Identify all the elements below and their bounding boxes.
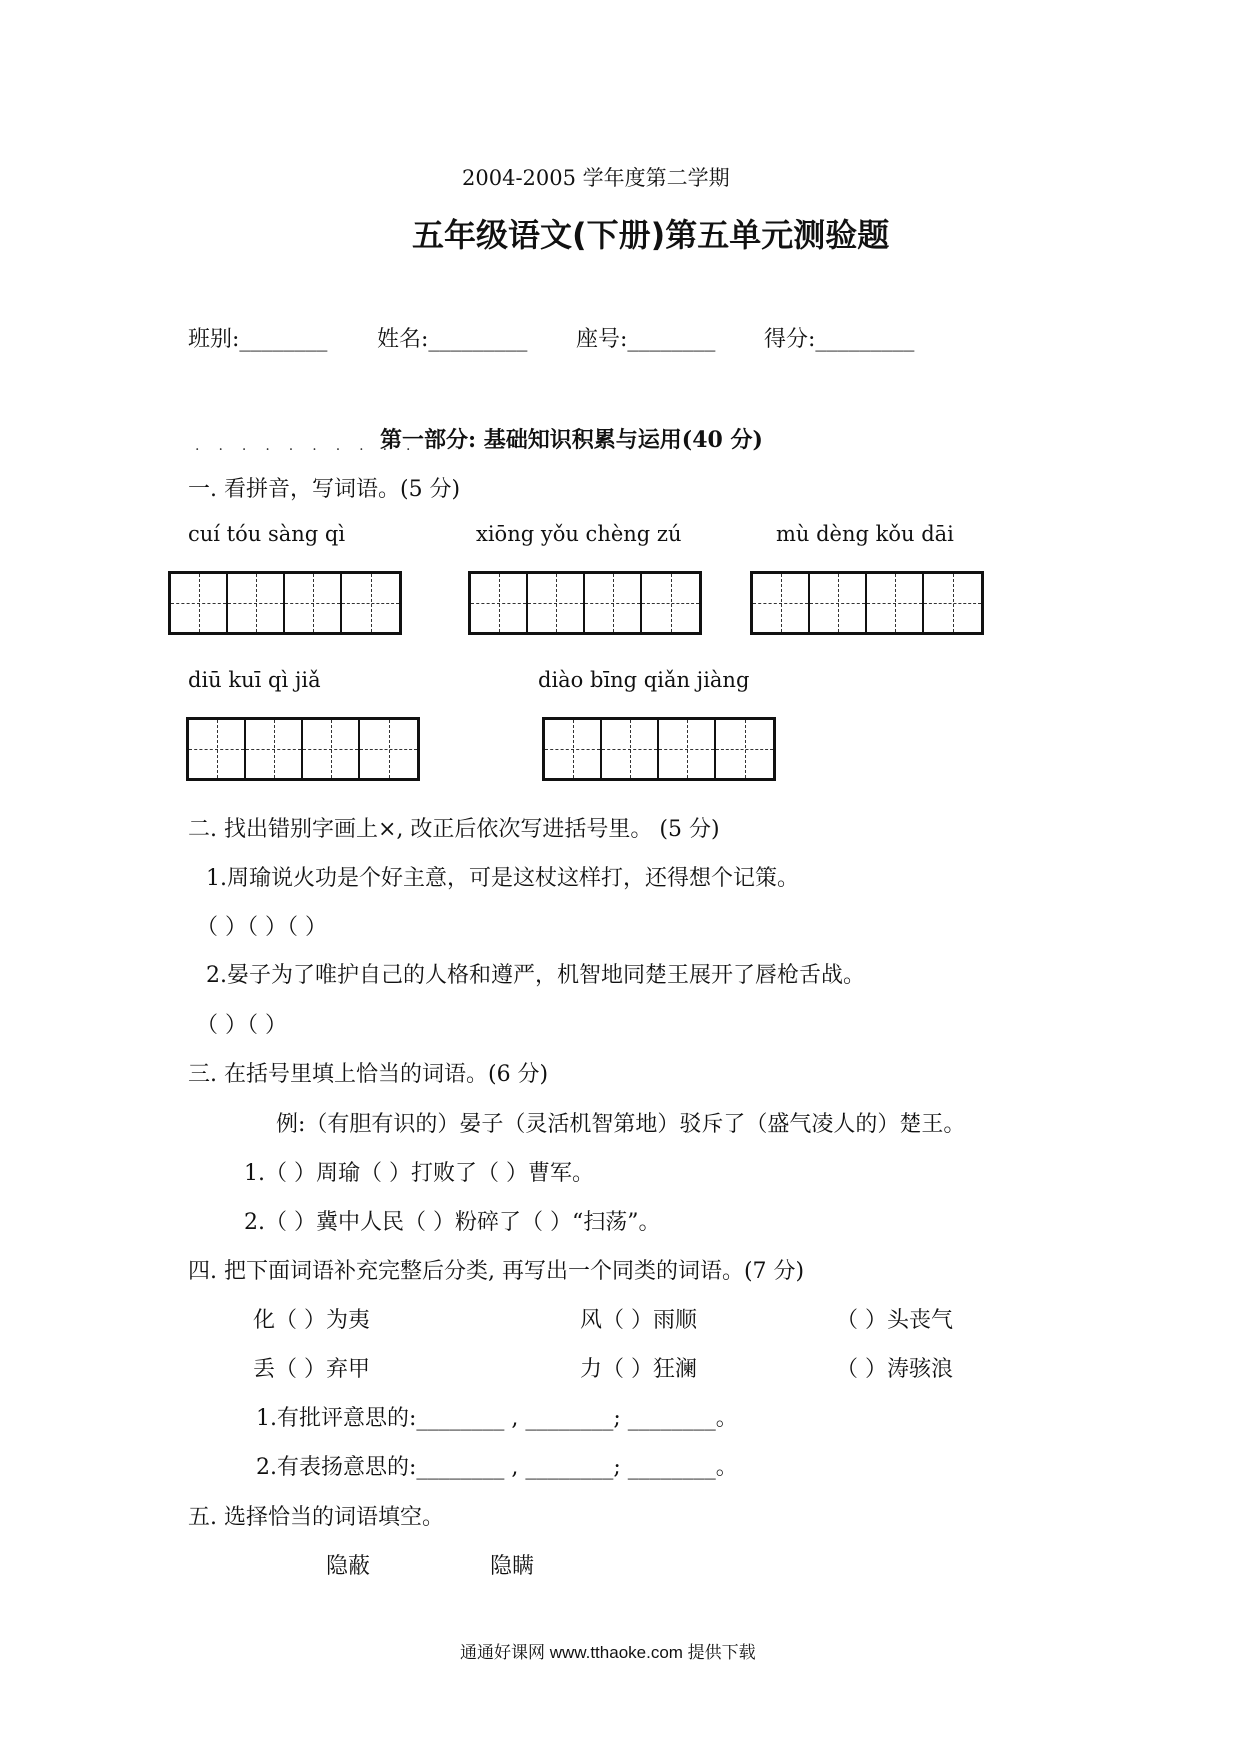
grid-cell[interactable] (924, 574, 981, 632)
grid-cell[interactable] (716, 720, 773, 778)
grid-cell[interactable] (867, 574, 924, 632)
grid-cell[interactable] (303, 720, 360, 778)
grid-cell[interactable] (285, 574, 342, 632)
seat-field: 座号:________ (576, 327, 716, 352)
grid-cell[interactable] (471, 574, 528, 632)
writing-grid-1[interactable] (168, 571, 402, 635)
pinyin-1: cuí tóu sàng qì (188, 522, 346, 546)
q4-word-5: 力（ ）狂澜 (580, 1357, 697, 1382)
footer-credit: 通通好课网 www.tthaoke.com 提供下载 (460, 1643, 756, 1662)
q2-brackets-1: （ ）（ ）（ ） (196, 915, 327, 940)
q2-sentence-2: 2.晏子为了唯护自己的人格和遵严，机智地同楚王展开了唇枪舌战。 (206, 963, 865, 988)
q3-title: 三. 在括号里填上恰当的词语。(6 分) (188, 1062, 549, 1087)
q4-word-6: （ ）涛骇浪 (836, 1357, 953, 1382)
grid-cell[interactable] (659, 720, 716, 778)
grid-cell[interactable] (642, 574, 699, 632)
grid-cell[interactable] (342, 574, 399, 632)
q5-option-1: 隐蔽 (326, 1554, 371, 1579)
q4-word-2: 风（ ）雨顺 (580, 1308, 697, 1333)
grid-cell[interactable] (528, 574, 585, 632)
writing-grid-4[interactable] (186, 717, 420, 781)
q4-category-1: 1.有批评意思的:________ , ________; ________。 (256, 1406, 738, 1431)
class-field: 班别:________ (188, 327, 328, 352)
q5-title: 五. 选择恰当的词语填空。 (188, 1505, 444, 1530)
grid-cell[interactable] (545, 720, 602, 778)
q3-line-2: 2.（ ）冀中人民（ ）粉碎了（ ）“扫荡”。 (244, 1210, 661, 1235)
grid-cell[interactable] (360, 720, 417, 778)
grid-cell[interactable] (602, 720, 659, 778)
grid-cell[interactable] (753, 574, 810, 632)
grid-cell[interactable] (246, 720, 303, 778)
writing-grid-5[interactable] (542, 717, 776, 781)
q4-word-3: （ ）头丧气 (836, 1308, 953, 1333)
writing-grid-2[interactable] (468, 571, 702, 635)
name-field: 姓名:_________ (377, 327, 528, 352)
q4-title: 四. 把下面词语补充完整后分类, 再写出一个同类的词语。(7 分) (188, 1259, 805, 1284)
q3-example: 例:（有胆有识的）晏子（灵活机智第地）驳斥了（盛气凌人的）楚王。 (276, 1112, 966, 1137)
q2-sentence-1: 1.周瑜说火功是个好主意，可是这杖这样打，还得想个记策。 (206, 866, 799, 891)
score-field: 得分:_________ (764, 327, 915, 352)
grid-cell[interactable] (171, 574, 228, 632)
grid-cell[interactable] (189, 720, 246, 778)
writing-grid-3[interactable] (750, 571, 984, 635)
pinyin-3: mù dèng kǒu dāi (776, 522, 954, 546)
term-label: 2004-2005 学年度第二学期 (462, 166, 730, 190)
q3-line-1: 1.（ ）周瑜（ ）打败了（ ）曹军。 (244, 1161, 594, 1186)
q2-brackets-2: （ ）（ ） (196, 1013, 287, 1038)
q4-word-1: 化（ ）为夷 (253, 1308, 370, 1333)
leader-dots: .......... (195, 438, 430, 454)
grid-cell[interactable] (228, 574, 285, 632)
pinyin-2: xiōng yǒu chèng zú (476, 522, 682, 546)
q5-option-2: 隐瞒 (490, 1554, 535, 1579)
q4-category-2: 2.有表扬意思的:________ , ________; ________。 (256, 1455, 738, 1480)
grid-cell[interactable] (810, 574, 867, 632)
q1-title: 一. 看拼音，写词语。(5 分) (188, 477, 461, 502)
q4-word-4: 丢（ ）弃甲 (253, 1357, 370, 1382)
part1-heading: 第一部分: 基础知识积累与运用(40 分) (380, 427, 763, 453)
pinyin-5: diào bīng qiǎn jiàng (538, 668, 750, 692)
q2-title: 二. 找出错别字画上×, 改正后依次写进括号里。 (5 分) (188, 817, 720, 842)
page-title: 五年级语文(下册)第五单元测验题 (412, 216, 890, 254)
grid-cell[interactable] (585, 574, 642, 632)
pinyin-4: diū kuī qì jiǎ (188, 668, 321, 692)
